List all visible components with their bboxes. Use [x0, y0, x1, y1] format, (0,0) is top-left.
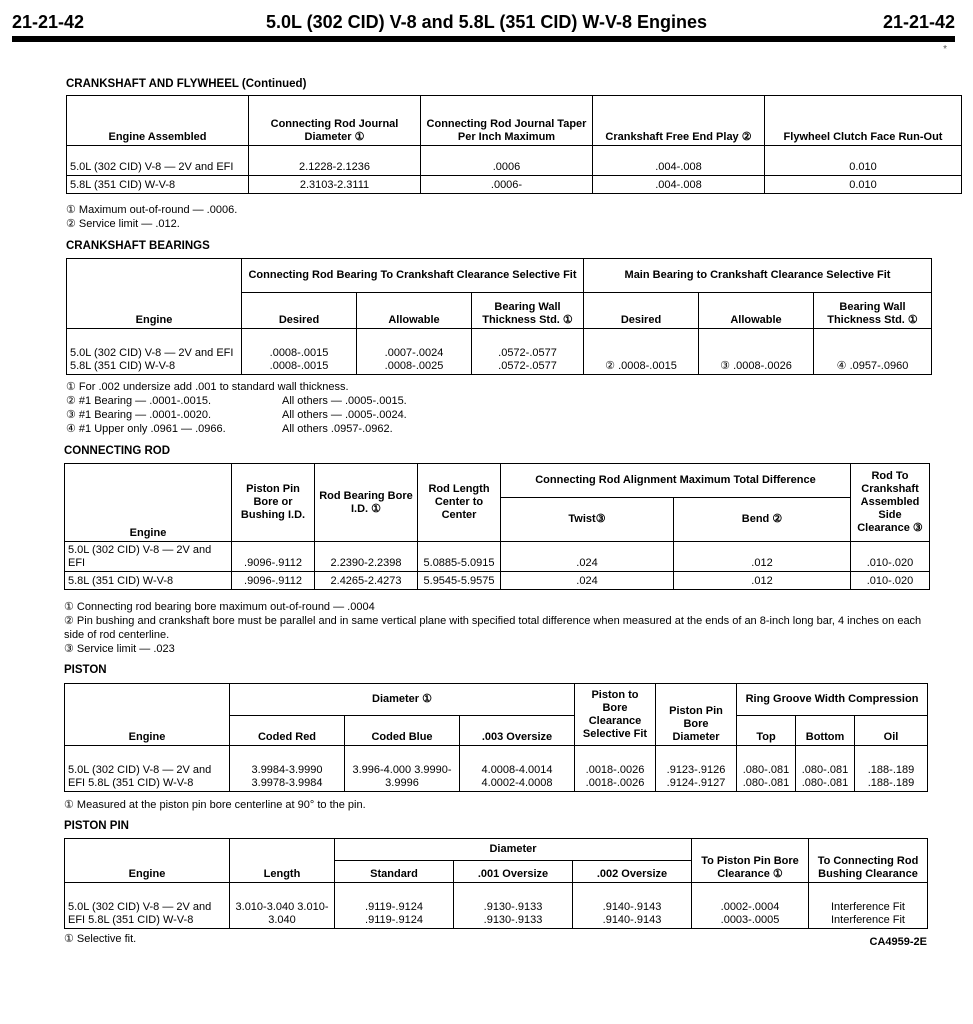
cell: ④ .0957-.0960 [814, 329, 932, 375]
cell: 5.9545-5.9575 [418, 572, 501, 590]
cell: 3.996-4.000 3.9990-3.9996 [345, 746, 460, 792]
group-header-diameter: Diameter ① [230, 684, 575, 716]
cell-engine: 5.0L (302 CID) V-8 — 2V and EFI [67, 146, 249, 176]
footnote: ① Selective fit. [64, 933, 137, 945]
cell-engine: 5.0L (302 CID) V-8 — 2V and EFI 5.8L (351 CID) W-V-8 [65, 883, 230, 929]
table-row [67, 146, 962, 176]
footnote: ① Connecting rod bearing bore maximum out-of-round — .0004 [64, 601, 375, 613]
section-title-bearings: CRANKSHAFT BEARINGS [66, 240, 210, 252]
cell: ② .0008-.0015 [584, 329, 699, 375]
col-header: Engine Assembled [67, 96, 249, 146]
section-title-piston-pin: PISTON PIN [64, 820, 129, 832]
col-header: Flywheel Clutch Face Run-Out [765, 96, 962, 146]
footnote-detail: All others — .0005-.0024. [282, 409, 407, 421]
connecting-rod-footnotes [64, 600, 924, 656]
table-row [65, 542, 930, 572]
col-header: Top [737, 716, 796, 746]
footnote: ② Service limit — .012. [66, 218, 180, 230]
col-header: To Piston Pin Bore Clearance ① [692, 839, 809, 883]
cell: 2.1228-2.1236 [249, 146, 421, 176]
cell: .9123-.9126 .9124-.9127 [656, 746, 737, 792]
cell: .080-.081 .080-.081 [737, 746, 796, 792]
footnote: ④ #1 Upper only .0961 — .0966. [66, 423, 226, 435]
group-header-rod: Connecting Rod Bearing To Crankshaft Clearance Selective Fit [242, 259, 584, 293]
page-mark: * [943, 44, 947, 55]
piston-footnotes [64, 798, 366, 812]
connecting-rod-table [64, 463, 930, 590]
col-header: Piston Pin Bore or Bushing I.D. [232, 464, 315, 542]
cell: .024 [501, 542, 674, 572]
footnote: ② Pin bushing and crankshaft bore must be parallel and in same vertical plane with specified total difference when measured at the ends of an 8-inch long bar, 4 inches on each side of rod centerline. [64, 615, 922, 641]
page-title: 5.0L (302 CID) V-8 and 5.8L (351 CID) W-V-8 Engines [265, 12, 708, 32]
col-header: .001 Oversize [454, 861, 573, 883]
table-row [65, 746, 928, 792]
col-header: Coded Blue [345, 716, 460, 746]
section-title-connecting-rod: CONNECTING ROD [64, 445, 171, 457]
group-header-ring-groove: Ring Groove Width Compression [737, 684, 928, 716]
cell: .9119-.9124 .9119-.9124 [335, 883, 454, 929]
col-header: Coded Red [230, 716, 345, 746]
cell: 2.2390-2.2398 [315, 542, 418, 572]
cell: Interference Fit Interference Fit [809, 883, 928, 929]
footnote: ① Measured at the piston pin bore centerline at 90° to the pin. [64, 799, 366, 811]
col-header: Rod Length Center to Center [418, 464, 501, 542]
piston-pin-footnotes [64, 932, 136, 946]
cell: 0.010 [765, 176, 962, 194]
cell: .9130-.9133 .9130-.9133 [454, 883, 573, 929]
bearings-table [66, 258, 932, 375]
col-header: Engine [65, 684, 230, 746]
cell: .0002-.0004 .0003-.0005 [692, 883, 809, 929]
col-header: Engine [65, 464, 232, 542]
cell: .0008-.0015 .0008-.0015 [242, 329, 357, 375]
footnote-detail: All others .0957-.0962. [282, 423, 393, 435]
cell: ③ .0008-.0026 [699, 329, 814, 375]
cell: 3.9984-3.9990 3.9978-3.9984 [230, 746, 345, 792]
cell: .0006- [421, 176, 593, 194]
footnote: ① Maximum out-of-round — .0006. [66, 204, 238, 216]
cell: .9096-.9112 [232, 572, 315, 590]
table-row [67, 329, 932, 375]
cell: .004-.008 [593, 146, 765, 176]
cell: 3.010-3.040 3.010-3.040 [230, 883, 335, 929]
col-header: Standard [335, 861, 454, 883]
col-header: Bend ② [674, 498, 851, 542]
group-header-main: Main Bearing to Crankshaft Clearance Selective Fit [584, 259, 932, 293]
crankshaft-table [66, 95, 962, 194]
table-row [67, 176, 962, 194]
col-header: Allowable [357, 293, 472, 329]
crankshaft-footnotes [66, 203, 237, 231]
page-number-right: 21-21-42 [882, 12, 955, 32]
footnote-detail: All others — .0005-.0015. [282, 395, 407, 407]
col-header: Rod To Crankshaft Assembled Side Clearance ③ [851, 464, 930, 542]
cell: .012 [674, 572, 851, 590]
page-number-left: 21-21-42 [12, 12, 85, 32]
cell: .0007-.0024 .0008-.0025 [357, 329, 472, 375]
cell-engine: 5.0L (302 CID) V-8 — 2V and EFI 5.8L (351 CID) W-V-8 [67, 329, 242, 375]
cell: .012 [674, 542, 851, 572]
section-title-piston: PISTON [64, 664, 107, 676]
header-rule [12, 36, 955, 42]
col-header: Rod Bearing Bore I.D. ① [315, 464, 418, 542]
cell: .0572-.0577 .0572-.0577 [472, 329, 584, 375]
col-header: Bearing Wall Thickness Std. ① [472, 293, 584, 329]
col-header: Engine [67, 259, 242, 329]
footnote: ② #1 Bearing — .0001-.0015. [66, 395, 212, 407]
col-header: Piston to Bore Clearance Selective Fit [575, 684, 656, 746]
cell-engine: 5.8L (351 CID) W-V-8 [65, 572, 232, 590]
footnote: ③ Service limit — .023 [64, 643, 175, 655]
col-header: Length [230, 839, 335, 883]
piston-table [64, 683, 928, 792]
col-header: Bearing Wall Thickness Std. ① [814, 293, 932, 329]
cell-engine: 5.8L (351 CID) W-V-8 [67, 176, 249, 194]
cell: 5.0885-5.0915 [418, 542, 501, 572]
footnote: ③ #1 Bearing — .0001-.0020. [66, 409, 212, 421]
cell: 2.3103-2.3111 [249, 176, 421, 194]
cell: .080-.081 .080-.081 [796, 746, 855, 792]
piston-pin-table [64, 838, 928, 929]
col-header: Engine [65, 839, 230, 883]
col-header: Allowable [699, 293, 814, 329]
cell: .010-.020 [851, 542, 930, 572]
cell: .010-.020 [851, 572, 930, 590]
col-header: .003 Oversize [460, 716, 575, 746]
col-header: Desired [242, 293, 357, 329]
col-header: Oil [855, 716, 928, 746]
cell-engine: 5.0L (302 CID) V-8 — 2V and EFI [65, 542, 232, 572]
section-title-crankshaft: CRANKSHAFT AND FLYWHEEL (Continued) [66, 78, 307, 90]
bearings-footnotes [66, 380, 566, 438]
group-header-diameter: Diameter [335, 839, 692, 861]
cell: .024 [501, 572, 674, 590]
cell: .0006 [421, 146, 593, 176]
cell: 4.0008-4.0014 4.0002-4.0008 [460, 746, 575, 792]
footnote: ① For .002 undersize add .001 to standard wall thickness. [66, 381, 349, 393]
cell-engine: 5.0L (302 CID) V-8 — 2V and EFI 5.8L (351 CID) W-V-8 [65, 746, 230, 792]
col-header: Connecting Rod Journal Taper Per Inch Maximum [421, 96, 593, 146]
figure-code: CA4959-2E [869, 936, 927, 948]
col-header: Piston Pin Bore Diameter [656, 684, 737, 746]
col-header: Crankshaft Free End Play ② [593, 96, 765, 146]
table-row [65, 883, 928, 929]
cell: 2.4265-2.4273 [315, 572, 418, 590]
col-header: To Connecting Rod Bushing Clearance [809, 839, 928, 883]
group-header-alignment: Connecting Rod Alignment Maximum Total Difference [501, 464, 851, 498]
table-row [65, 572, 930, 590]
cell: .188-.189 .188-.189 [855, 746, 928, 792]
cell: .0018-.0026 .0018-.0026 [575, 746, 656, 792]
cell: 0.010 [765, 146, 962, 176]
col-header: Bottom [796, 716, 855, 746]
cell: .9096-.9112 [232, 542, 315, 572]
col-header: .002 Oversize [573, 861, 692, 883]
col-header: Desired [584, 293, 699, 329]
col-header: Twist③ [501, 498, 674, 542]
col-header: Connecting Rod Journal Diameter ① [249, 96, 421, 146]
cell: .004-.008 [593, 176, 765, 194]
cell: .9140-.9143 .9140-.9143 [573, 883, 692, 929]
